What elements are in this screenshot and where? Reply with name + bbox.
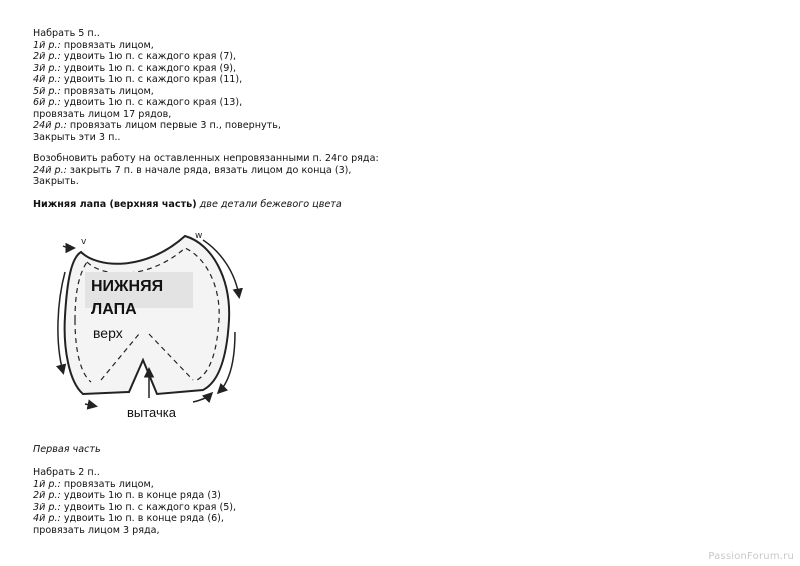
instruction-line: 3й р.: удвоить 1ю п. с каждого края (5), bbox=[33, 501, 237, 513]
heading-title: Нижняя лапа (верхняя часть) bbox=[33, 199, 197, 210]
lower-paw-pattern-diagram bbox=[45, 222, 255, 434]
section-heading bbox=[33, 199, 342, 211]
marker-w: w bbox=[195, 231, 203, 241]
instruction-line: 3й р.: удвоить 1ю п. с каждого края (9), bbox=[33, 62, 237, 74]
instruction-line: провязать лицом 17 рядов, bbox=[33, 108, 172, 120]
instruction-line: 1й р.: провязать лицом, bbox=[33, 39, 154, 51]
site-watermark: PassionForum.ru bbox=[708, 550, 794, 562]
instruction-line: 2й р.: удвоить 1ю п. в конце ряда (3) bbox=[33, 490, 221, 501]
instruction-line: 5й р.: провязать лицом, bbox=[33, 85, 154, 97]
dart-label: вытачка bbox=[127, 405, 176, 420]
instructions-part-1 bbox=[33, 28, 281, 143]
instruction-line: 1й р.: провязать лицом, bbox=[33, 478, 154, 490]
instruction-line: 6й р.: удвоить 1ю п. с каждого края (13), bbox=[33, 97, 243, 108]
instruction-line: 2й р.: удвоить 1ю п. с каждого края (7), bbox=[33, 51, 237, 62]
marker-v: v bbox=[81, 237, 87, 247]
subsection-title: Первая часть bbox=[33, 444, 101, 455]
diagram-title-line1: НИЖНЯЯ bbox=[91, 278, 164, 295]
instruction-line: Возобновить работу на оставленных непровязанными п. 24го ряда: bbox=[33, 153, 379, 164]
instructions-part-2 bbox=[33, 153, 379, 188]
instruction-line: Набрать 2 п.. bbox=[33, 467, 100, 478]
instruction-line: 24й р.: провязать лицом первые 3 п., повернуть, bbox=[33, 120, 281, 131]
instruction-line: 4й р.: удвоить 1ю п. в конце ряда (6), bbox=[33, 513, 224, 524]
heading-note: две детали бежевого цвета bbox=[196, 199, 342, 210]
instruction-line: Набрать 5 п.. bbox=[33, 28, 100, 39]
diagram-title-line2: ЛАПА bbox=[91, 301, 137, 318]
instruction-line: 24й р.: закрыть 7 п. в начале ряда, вязать лицом до конца (3), bbox=[33, 164, 352, 176]
instruction-line: Закрыть. bbox=[33, 176, 79, 187]
instructions-part-3 bbox=[33, 444, 236, 536]
instruction-line: Закрыть эти 3 п.. bbox=[33, 131, 121, 143]
pattern-outline bbox=[65, 236, 230, 394]
diagram-subtitle: верх bbox=[93, 325, 123, 341]
instruction-line: 4й р.: удвоить 1ю п. с каждого края (11), bbox=[33, 74, 243, 85]
instruction-line: провязать лицом 3 ряда, bbox=[33, 524, 160, 536]
